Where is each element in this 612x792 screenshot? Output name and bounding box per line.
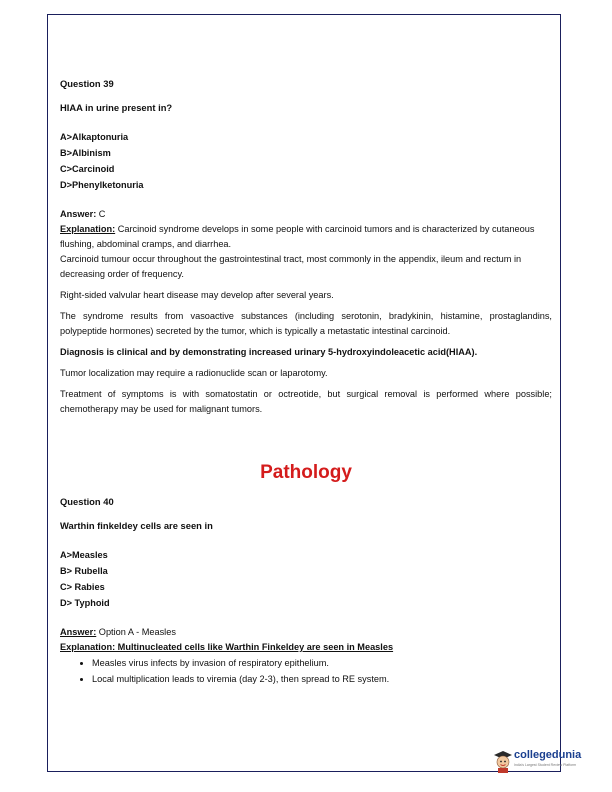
graduate-mascot-icon [492,748,514,774]
answer-line [60,625,552,640]
answer-value: Option A - Measles [96,627,176,637]
option-b: B>Albinism [60,148,111,158]
option-c: C> Rabies [60,582,105,592]
bullet-item: • Local multiplication leads to viremia (day 2-3), then spread to RE system. [92,672,552,688]
para-syndrome: The syndrome results from vasoactive substances (including serotonin, bradykinin, histamine, prostaglandins, polypeptide hormones) secreted by the tumor, which is typically a metastatic intestinal carcinoid. [60,311,552,336]
logo-name: collegedunia [514,749,582,761]
question-number: Question 40 [60,496,114,507]
question-text: Warthin finkeldey cells are seen in [60,520,213,531]
collegedunia-logo [492,748,582,774]
answer-line [60,207,552,222]
para-right-sided: Right-sided valvular heart disease may develop after several years. [60,290,334,300]
explanation-bullets [60,656,552,687]
question-number: Question 39 [60,78,114,89]
option-a: A>Alkaptonuria [60,132,129,142]
explanation-p1 [60,222,552,252]
explanation-p2: Carcinoid tumour occur throughout the gastrointestinal tract, most commonly in the appendix, ileum and rectum in decreasing order of frequency. [60,254,522,279]
question-39 [60,76,552,417]
answer-label: Answer: [60,627,97,637]
section-heading: Pathology [260,462,352,483]
explanation-text: Carcinoid syndrome develops in some people with carcinoid tumors and is characterized by cutaneous flushing, abdominal cramps, and diarrhea. [60,224,535,249]
para-treatment: Treatment of symptoms is with somatostatin or octreotide, but surgical removal is performed where possible; chemotherapy may be used for malignant tumors. [60,389,552,414]
answer-value: C [96,209,106,219]
option-b: B> Rubella [60,566,108,576]
logo-tagline: India's Largest Student Review Platform [514,763,577,767]
option-c: C>Carcinoid [60,164,115,174]
question-40 [60,494,552,687]
option-a: A>Measles [60,550,108,560]
explanation-heading: Explanation: Multinucleated cells like Warthin Finkeldey are seen in Measles [60,642,394,652]
option-d: D> Typhoid [60,598,110,608]
options-list [60,547,552,611]
options-list [60,129,552,193]
question-text: HIAA in urine present in? [60,102,173,113]
option-d: D>Phenylketonuria [60,180,144,190]
answer-label: Answer: [60,209,97,219]
answer-block [60,207,552,282]
bullet-item: • Measles virus infects by invasion of respiratory epithelium. [92,656,552,672]
para-diagnosis: Diagnosis is clinical and by demonstrating increased urinary 5-hydroxyindoleacetic acid(HIAA). [60,347,478,357]
page-content [60,76,552,687]
para-localization: Tumor localization may require a radionuclide scan or laparotomy. [60,368,328,378]
answer-block [60,625,552,687]
explanation-label: Explanation: [60,224,116,234]
